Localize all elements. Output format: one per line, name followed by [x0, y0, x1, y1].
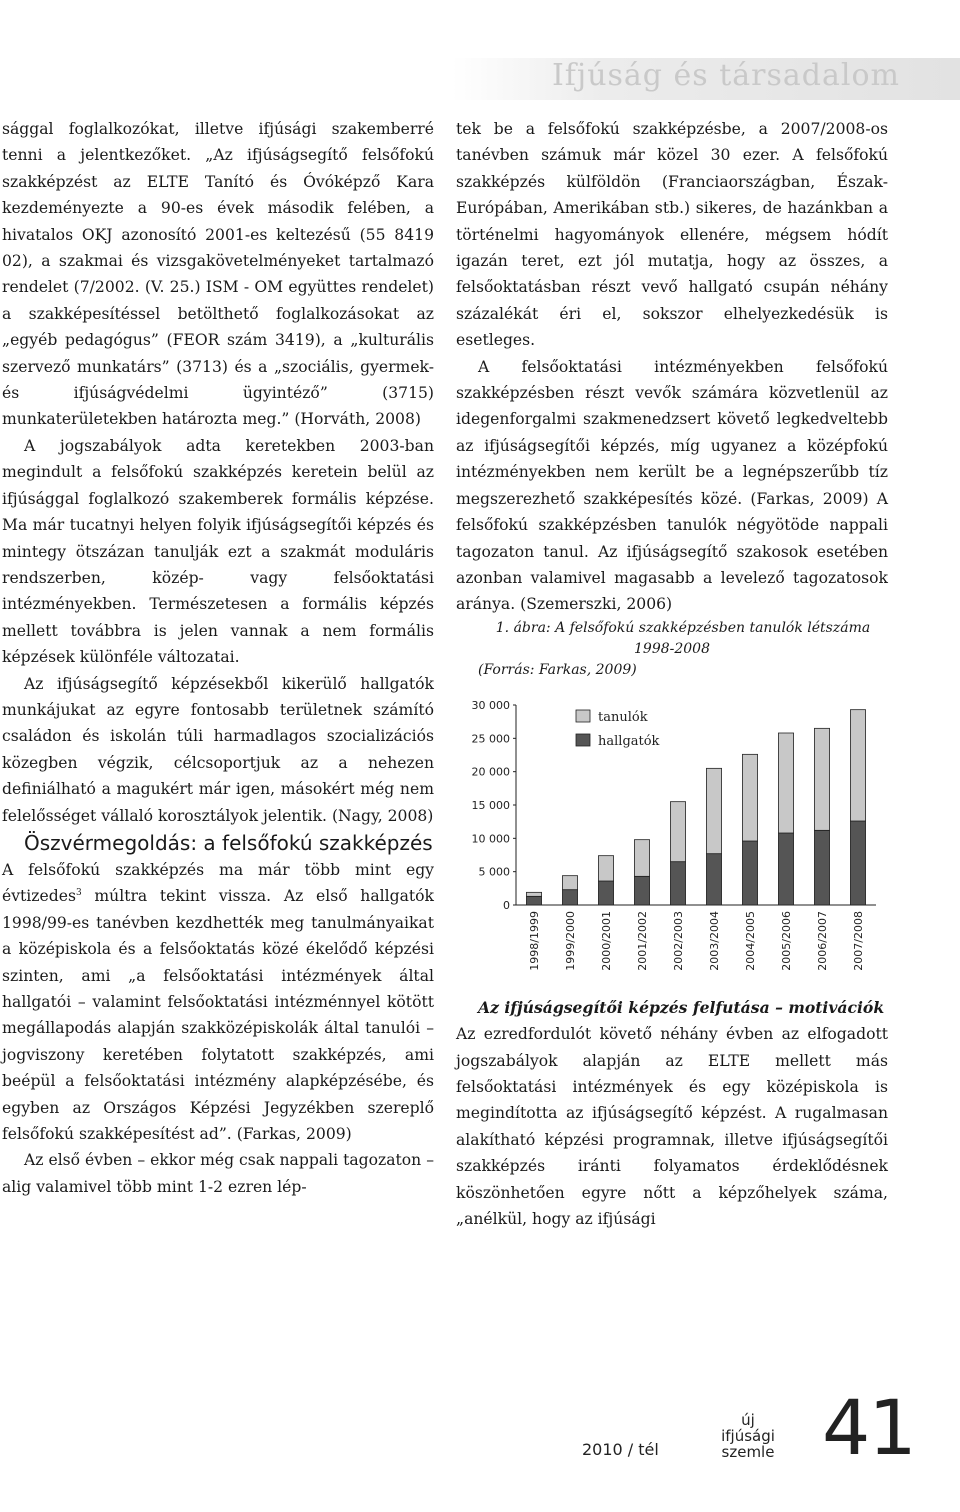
bar-hallgatok — [670, 861, 685, 904]
left-column — [2, 116, 434, 1200]
left-paragraph-5: Az első évben – ekkor még csak nappali tagozaton – alig valamivel több mint 1-2 ezren lép- — [2, 1151, 434, 1196]
y-tick-label: 30 000 — [471, 698, 510, 712]
x-tick-label: 2005/2006 — [780, 910, 793, 971]
right-column — [456, 116, 888, 1232]
bar-hallgatok — [778, 833, 793, 905]
y-tick-label: 15 000 — [471, 798, 510, 812]
x-tick-label: 2003/2004 — [708, 910, 721, 971]
y-tick-label: 20 000 — [471, 765, 510, 779]
x-tick-label: 2002/2003 — [672, 910, 685, 971]
logo-line-2: ifjúsági — [721, 1427, 775, 1445]
figure-caption: 1. ábra: A felsőfokú szakképzésben tanulók létszáma 1998-2008 — [495, 619, 871, 657]
bar-hallgatok — [706, 853, 721, 904]
left-paragraph-4-text-b: múltra tekint vissza. Az első hallgatók 1998/99-es tanévben kezdhették meg tanulmányaikat a középiskola és a felsőoktatás közé ékelődő képzési szinten, ami „a felsőoktatási intézmények által hallgatói – valamint felsőoktatási intézménnyel kötött megállapodás alapján szakközépiskolák által tanulói – jogviszony keretében folytatott szakképzés, ami beépül a felsőoktatási intézmény alapképzésébe, és egyben az Országos Képzési Jegyzékben szereplő felsőfokú szakképesítést ad”. (Farkas, 2009) — [2, 887, 434, 1144]
logo-line-1: új — [741, 1411, 755, 1429]
x-tick-label: 2006/2007 — [816, 910, 829, 971]
logo-line-3: szemle — [721, 1443, 775, 1461]
section-title: Ifjúság és társadalom — [551, 58, 900, 93]
bar-tanulok — [778, 733, 793, 833]
x-tick-label: 1999/2000 — [564, 910, 577, 971]
bar-tanulok — [850, 709, 865, 820]
left-paragraph-3: Az ifjúságsegítő képzésekből kikerülő hallgatók munkájukat az egyre fontosabb területnek számító családon és iskolán túli harmadlagos szocializációs közegben végzik, célcsoportjuk az a nehezen definiálható a magukért már igen, másokért még nem felelősséget vállaló korosztályok jelentik. (Nagy, 2008) — [2, 674, 434, 825]
y-tick-label: 25 000 — [471, 732, 510, 746]
bar-hallgatok — [850, 821, 865, 905]
y-tick-label: 0 — [503, 898, 510, 912]
bar-hallgatok — [634, 876, 649, 905]
legend-label: hallgatók — [598, 733, 660, 749]
bar-hallgatok — [562, 889, 577, 904]
x-tick-label: 1998/1999 — [528, 910, 541, 971]
y-tick-label: 5 000 — [478, 865, 510, 879]
figure-source: (Forrás: Farkas, 2009) — [478, 661, 637, 678]
bar-tanulok — [526, 892, 541, 896]
bar-tanulok — [562, 875, 577, 889]
legend-swatch — [576, 710, 590, 722]
x-tick-label: 2000/2001 — [600, 910, 613, 971]
bar-hallgatok — [814, 830, 829, 905]
legend-swatch — [576, 734, 590, 746]
right-paragraph-3: Az ezredfordulót követő néhány évben az elfogadott jogszabályok alapján az ELTE mellett más felsőoktatási intézmények és egy középiskola is megindította az ifjúságsegítő képzést. A rugalmasan alakítható képzési programnak, illetve ifjúságsegítői szakképzés iránti folyamatos érdeklődésnek köszönhetően egyre nőtt a képzőhelyek száma, „anélkül, hogy az ifjúsági — [456, 1025, 888, 1228]
journal-logo — [700, 1412, 796, 1460]
footnote-marker: 3 — [75, 888, 82, 899]
chart-container — [456, 695, 888, 995]
page-number: 41 — [822, 1383, 915, 1472]
right-paragraph-2: A felsőoktatási intézményekben felsőfokú szakképzésben részt vevők számára közvetlenül az idegenforgalmi szakmenedzsert követő legkedveltebb az ifjúságsegítői képzés, míg ugyanez a középfokú intézményekben nem került be a legnépszerűbb tíz megszerezhető szakképesítés közé. (Farkas, 2009) A felsőfokú szakképzésben tanulók négyötöde nappali tagozaton tanul. Az ifjúságsegítő szakosok esetében azonban valamivel magasabb a levelező tagozatosok aránya. (Szemerszki, 2006) — [456, 357, 888, 614]
section-heading: Öszvérmegoldás: a felsőfokú szakképzés — [24, 830, 433, 855]
bar-tanulok — [598, 855, 613, 880]
left-paragraph-4-text-a: A felsőfokú szakképzés ma már több mint egy évtizedes — [2, 860, 434, 906]
left-paragraph-4 — [2, 857, 434, 1147]
x-tick-label: 2004/2005 — [744, 910, 757, 971]
x-tick-label: 2007/2008 — [852, 910, 865, 971]
bar-tanulok — [634, 839, 649, 876]
enrollment-bar-chart — [456, 695, 888, 995]
right-paragraph-1: tek be a felsőfokú szakképzésbe, a 2007/2008-os tanévben számuk már közel 30 ezer. A felsőfokú szakképzés külföldön (Franciaországban, Észak-Európában, Amerikában stb.) sikeres, de hazánkban a történelmi hagyományok ellenére, mégsem hódít igazán teret, ezt jól mutatja, hogy az összes, a felsőoktatásban részt vevő hallgató csupán néhány százalékát éri el, sokszor elhelyezkedésük is esetleges. — [456, 120, 888, 350]
bar-hallgatok — [742, 841, 757, 905]
x-tick-label: 2001/2002 — [636, 910, 649, 971]
bar-tanulok — [670, 801, 685, 861]
bar-hallgatok — [598, 881, 613, 905]
left-paragraph-2: A jogszabályok adta keretekben 2003-ban megindult a felsőfokú szakképzés keretein belül az ifjúsággal foglalkozó szakemberek formális képzése. Ma már tucatnyi helyen folyik ifjúságsegítői képzés és mintegy ötszázan tanulják ezt a szakmát moduláris rendszerben, közép- vagy felsőoktatási intézményekben. Természetesen a formális képzés mellett továbbra is jelen vannak a nem formális képzések különféle változatai. — [2, 436, 434, 667]
footer-issue: 2010 / tél — [582, 1440, 659, 1459]
subsection-heading: Az ifjúságsegítői képzés felfutása – motivációk — [478, 997, 885, 1017]
y-tick-label: 10 000 — [471, 832, 510, 846]
left-paragraph-1: sággal foglalkozókat, illetve ifjúsági szakemberré tenni a jelentkezőket. „Az ifjúságsegítő felsőfokú szakképzést az ELTE Tanító és Óvóképző Kara kezdeményezte a 90-es évek második felében, a hivatalos OKJ azonosító 2001-es keltezésű (55 8419 02), a szakmai és vizsgakövetelményeket tartalmazó rendelet (7/2002. (V. 25.) ISM - OM együttes rendelet) a szakképesítéssel betölthető foglalkozásokat az „egyéb pedagógus” (FEOR szám 3419), a „kulturális szervező munkatárs” (3713) és a „szociális, gyermek- és ifjúságvédelmi ügyintéző” (3715) munkaterületekben határozta meg.” (Horváth, 2008) — [2, 120, 434, 429]
bar-tanulok — [742, 754, 757, 841]
bar-hallgatok — [526, 896, 541, 905]
legend-label: tanulók — [598, 709, 648, 725]
bar-tanulok — [706, 768, 721, 853]
bar-tanulok — [814, 728, 829, 830]
